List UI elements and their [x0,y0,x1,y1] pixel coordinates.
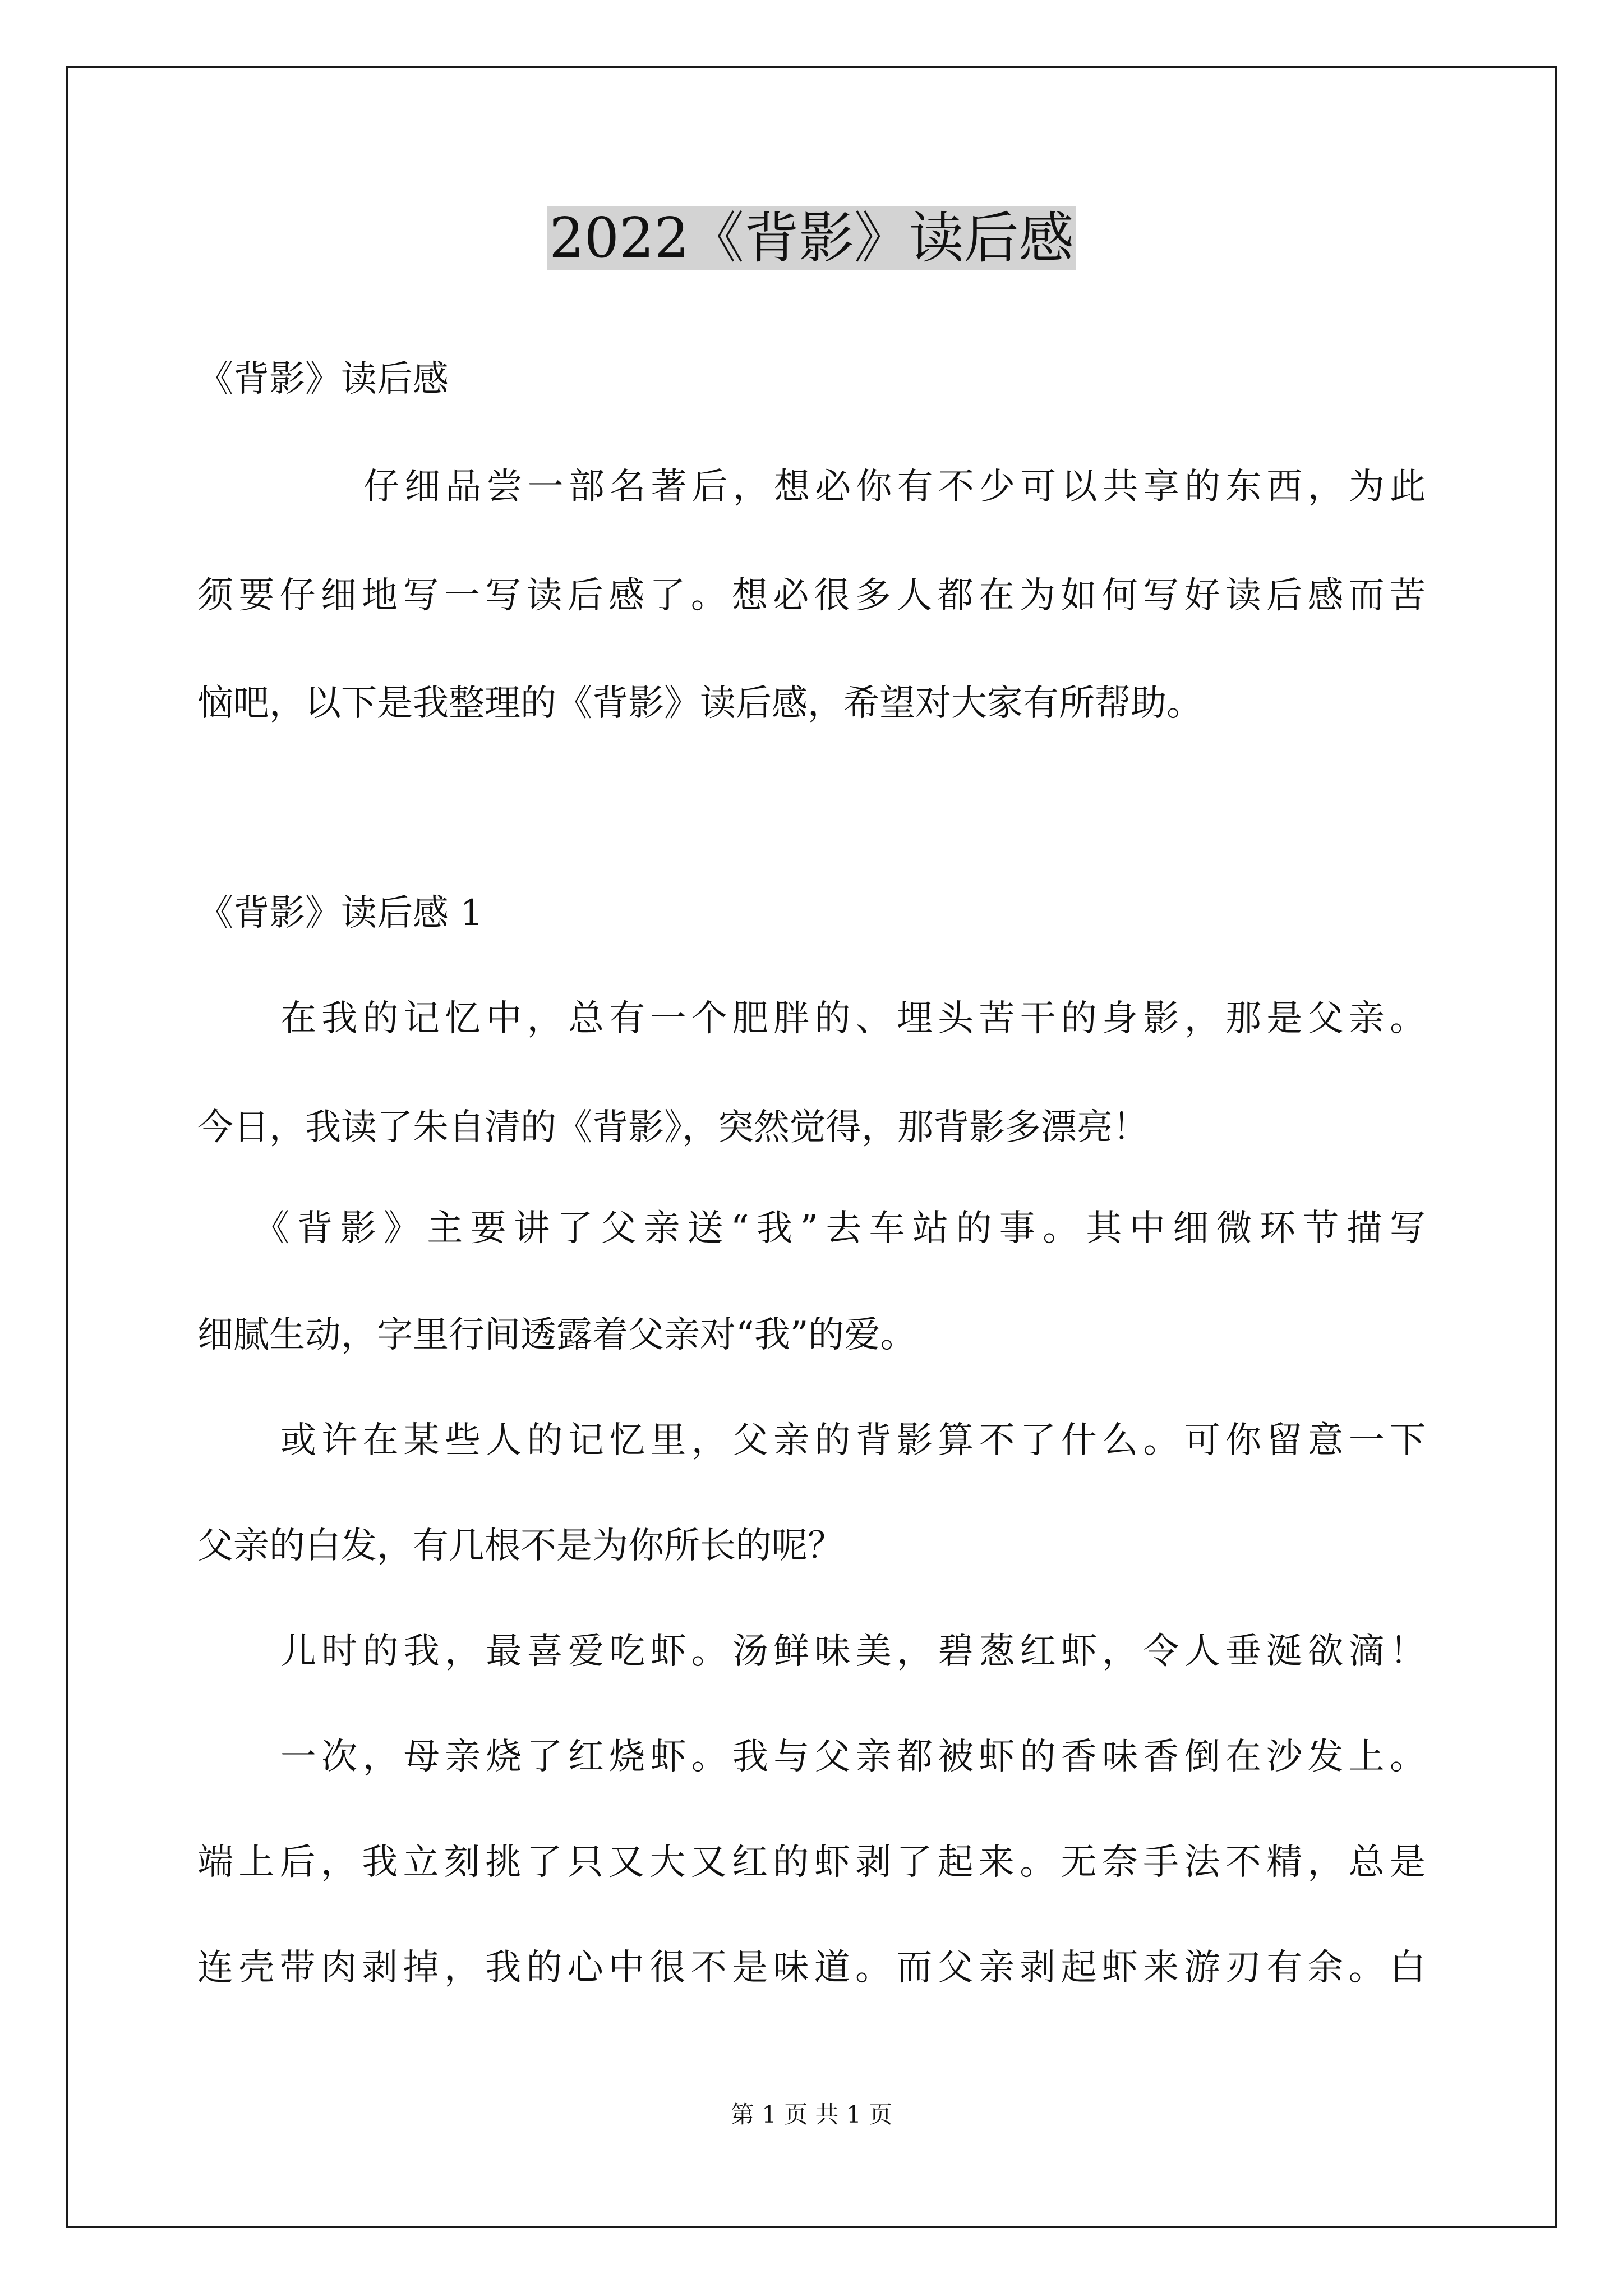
body-line-1: 在我的记忆中，总有一个肥胖的、埋头苦干的身影，那是父亲。 [280,998,1426,1039]
body-line-6: 父亲的白发，有几根不是为你所长的呢？ [197,1525,843,1567]
subtitle: 《背影》读后感 [197,358,449,400]
body-line-5: 或许在某些人的记忆里，父亲的背影算不了什么。可你留意一下 [280,1420,1426,1461]
body-line-4: 细腻生动，字里行间透露着父亲对“我”的爱。 [197,1314,916,1356]
intro-line-2: 须要仔细地写一写读后感了。想必很多人都在为如何写好读后感而苦 [197,575,1426,616]
document-title [0,202,1623,275]
body-line-8: 一次，母亲烧了红烧虾。我与父亲都被虾的香味香倒在沙发上。 [280,1736,1426,1778]
section-heading: 《背影》读后感 1 [197,892,483,934]
body-line-7: 儿时的我，最喜爱吃虾。汤鲜味美，碧葱红虾，令人垂涎欲滴！ [280,1631,1426,1672]
body-line-10: 连壳带肉剥掉，我的心中很不是味道。而父亲剥起虾来游刃有余。白 [197,1947,1426,1989]
body-line-3: 《背影》主要讲了父亲送“我”去车站的事。其中细微环节描写 [253,1208,1426,1249]
intro-line-3: 恼吧，以下是我整理的《背影》读后感，希望对大家有所帮助。 [197,683,1202,724]
body-line-2: 今日，我读了朱自清的《背影》，突然觉得，那背影多漂亮！ [197,1107,1149,1148]
body-line-9: 端上后，我立刻挑了只又大又红的虾剥了起来。无奈手法不精，总是 [197,1842,1426,1883]
intro-line-1: 仔细品尝一部名著后，想必你有不少可以共享的东西，为此 [363,466,1426,508]
title-text: 2022《背影》读后感 [547,206,1076,270]
page-footer: 第 1 页 共 1 页 [730,2101,893,2128]
